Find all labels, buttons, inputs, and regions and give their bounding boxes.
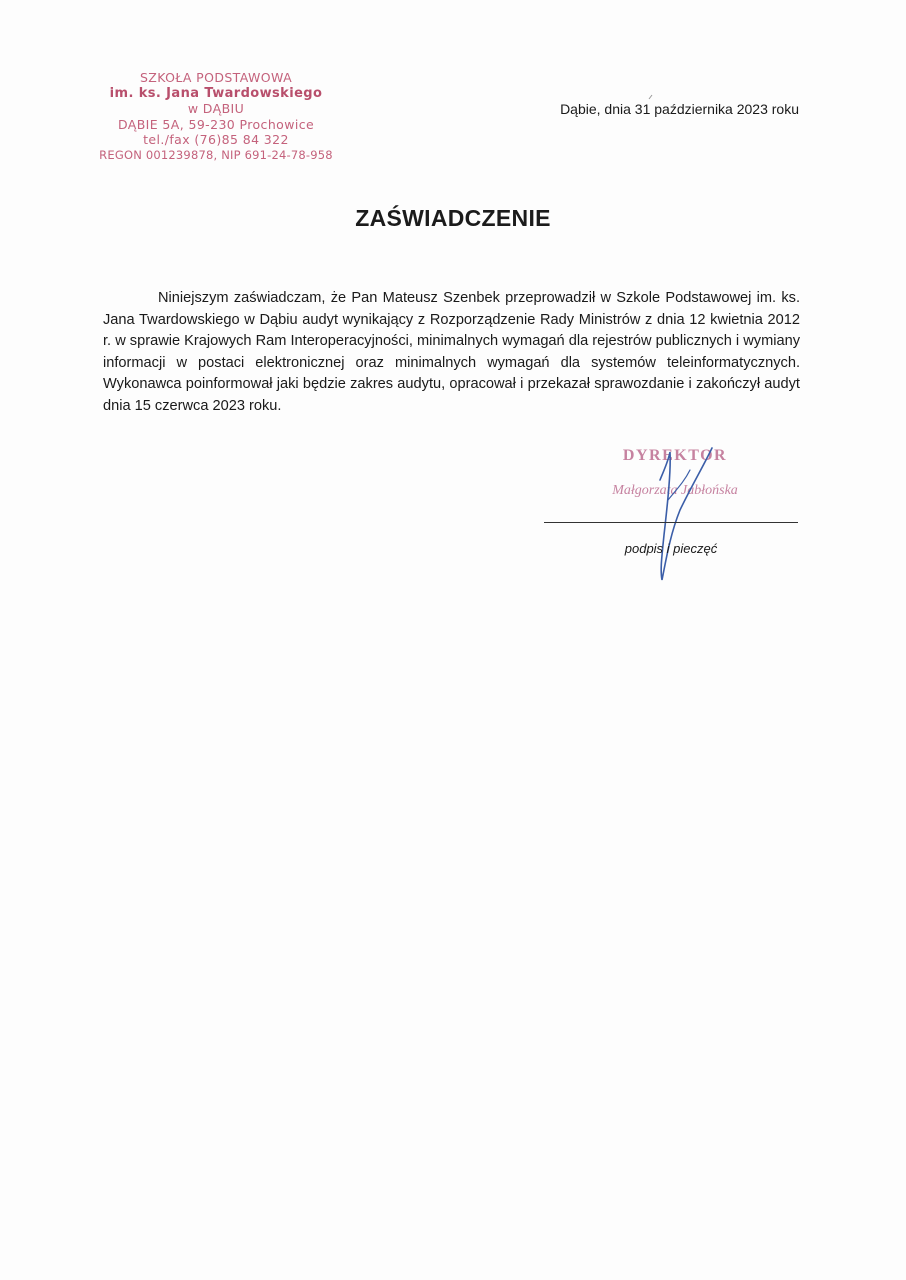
signature-line xyxy=(544,522,798,523)
signature-caption: podpis i pieczęć xyxy=(624,541,718,556)
place-and-date: Dąbie, dnia 31 października 2023 roku xyxy=(560,101,799,117)
director-name: Małgorzata Jabłońska xyxy=(612,483,738,498)
director-role: DYREKTOR xyxy=(622,447,728,464)
ink-dot-mark xyxy=(648,94,654,100)
school-stamp-patron: im. ks. Jana Twardowskiego xyxy=(109,85,323,101)
school-stamp-regon-nip: REGON 001239878, NIP 691-24-78-958 xyxy=(99,147,333,162)
school-stamp xyxy=(92,70,340,163)
handwritten-signature xyxy=(640,440,720,590)
school-stamp-locality: w DĄBIU xyxy=(187,101,245,116)
school-stamp-name: SZKOŁA PODSTAWOWA xyxy=(139,70,293,85)
school-stamp-address: DĄBIE 5A, 59-230 Prochowice xyxy=(117,116,315,132)
school-stamp-phone: tel./fax (76)85 84 322 xyxy=(143,132,289,147)
certificate-body: Niniejszym zaświadczam, że Pan Mateusz Szenbek przeprowadził w Szkole Podstawowej im. ks. Jana Twardowskiego w Dąbiu audyt wynikający z Rozporządzenie Rady Ministrów z dnia 12 kwietnia 2012 r. w sprawie Krajowych Ram Interoperacyjności, minimalnych wymagań dla rejestrów publicznych i wymiany informacji w postaci elektronicznej oraz minimalnych wymagań dla systemów teleinformatycznych. Wykonawca poinformował jaki będzie zakres audytu, opracował i przekazał sprawozdanie i zakończył audyt dnia 15 czerwca 2023 roku. xyxy=(103,290,800,414)
document-title: ZAŚWIADCZENIE xyxy=(355,205,551,231)
